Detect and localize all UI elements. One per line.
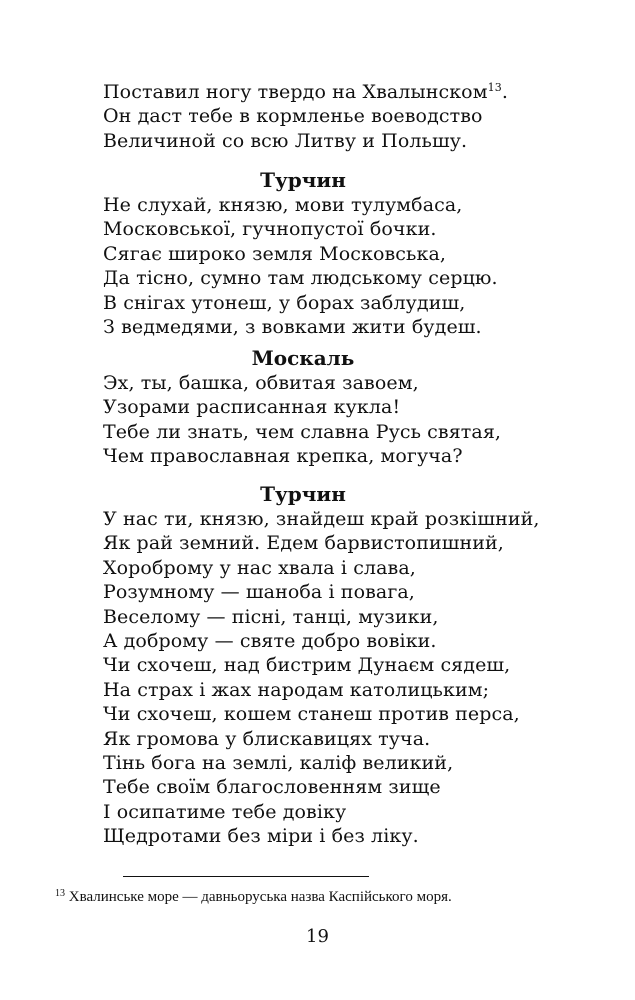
verse-line: Тебе своїм благословенням зище [103, 776, 441, 799]
verse-line: Чи схочеш, кошем станеш против перса, [103, 703, 520, 726]
verse-line: Тінь бога на землі, каліф великий, [103, 752, 454, 775]
verse-line: В снігах утонеш, у борах заблудиш, [103, 291, 466, 314]
verse-line: Эх, ты, башка, обвитая завоем, [103, 372, 419, 394]
verse-line: Чи схочеш, над бистрим Дунаєм сядеш, [103, 654, 511, 677]
footnote-reference[interactable]: 13 [487, 81, 502, 94]
speaker-heading: Турчин [260, 168, 346, 192]
verse-line: На страх і жах народам католицьким; [103, 678, 490, 701]
verse-line: Он даст тебе в кормленье воеводство [103, 105, 483, 128]
verse-line: Щедротами без міри і без ліку. [103, 825, 419, 848]
verse-line-end: . [501, 81, 508, 103]
verse-line: Тебе ли знать, чем славна Русь святая, [103, 420, 502, 443]
verse-line: Величиной со всю Литву и Польшу. [103, 129, 468, 152]
stanza-1 [103, 80, 573, 153]
page-number: 19 [306, 926, 329, 947]
speaker-heading: Турчин [260, 482, 346, 506]
verse-line: З ведмедями, з вовками жити будеш. [103, 316, 482, 339]
verse-line: Веселому — пісні, танці, музики, [103, 605, 439, 628]
verse-line: У нас ти, князю, знайдеш край розкішний, [103, 508, 540, 530]
verse-line: Да тісно, сумно там людському серцю. [103, 267, 498, 290]
verse-line: Московської, гучнопустої бочки. [103, 218, 437, 241]
verse-line: Розумному — шаноба і повага, [103, 581, 415, 604]
footnote-number: 13 [55, 888, 65, 899]
stanza-4 [103, 507, 573, 849]
verse-line: Не слухай, князю, мови тулумбаса, [103, 194, 463, 216]
footnote-text: Хвалинське море — давньоруська назва Каспійського моря. [68, 889, 452, 905]
verse-line: Як рай земний. Едем барвистопишний, [103, 532, 504, 555]
verse-line: Сягає широко земля Московська, [103, 242, 447, 265]
footnote [55, 888, 595, 906]
stanza-2 [103, 193, 573, 339]
stanza-3 [103, 371, 573, 469]
verse-line: Як громова у блискавицях туча. [103, 727, 431, 750]
footnote-divider [123, 876, 369, 877]
verse-line: Хороброму у нас хвала і слава, [103, 556, 416, 579]
verse-line: А доброму — святе добро вовіки. [103, 630, 437, 653]
verse-line: І осипатиме тебе довіку [103, 800, 347, 823]
speaker-heading: Москаль [251, 346, 355, 370]
verse-line-text: Поставил ногу твердо на Хвалынском [103, 81, 488, 103]
verse-line: Узорами расписанная кукла! [103, 396, 401, 419]
verse-line [103, 80, 573, 104]
verse-line: Чем православная крепка, могуча? [103, 445, 463, 468]
